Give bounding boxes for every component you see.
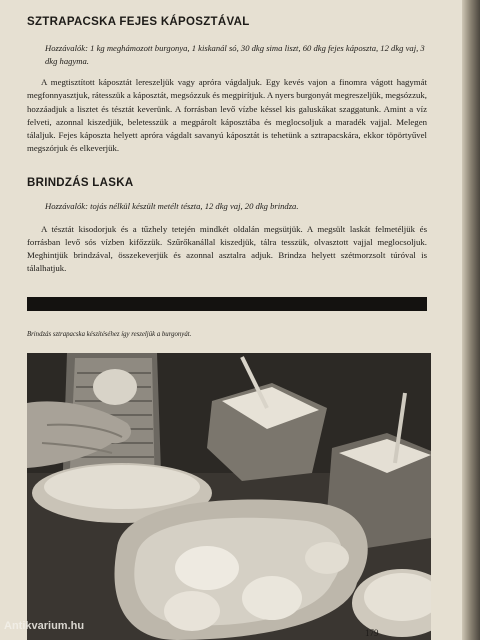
recipe-text: A megtisztított káposztát lereszeljük vagy apróra vágdaljuk. Egy kevés vajon a finomra vágott hagymát megfonnyasztjuk, rátesszük a káposztát, megsózzuk és megpirítjuk. A nyers burgonyát megreszeljük, megsózzuk, hozzáadjuk a lisztet és tésztát keverünk. A forrásban levő vízbe késsel kis galuskákat szaggatunk. Amint a víz felveti, azonnal kiszedjük, beletesszük a megpárolt káposztába és meglocsoljuk a maradék vajjal. Melegen tálaljuk. Fejes káposzta helyett apróra vágdalt savanyú káposztát is tehetünk a sztrapacskára, ekkor töpörtyűvel megszórjuk és elkeverjük.: [27, 77, 427, 154]
recipe-brindzas-laska: [27, 177, 427, 276]
book-spine-shadow: [462, 0, 480, 640]
photo-caption: Brindzás sztrapacska készítéséhez így reszeljük a burgonyát.: [27, 331, 192, 338]
ingredients-label: Hozzávalók:: [45, 201, 88, 211]
page-number: 179: [365, 628, 379, 638]
watermark: Antikvarium.hu: [4, 620, 85, 632]
photo-grating-potatoes: [27, 353, 431, 640]
ingredients-list: tojás nélkül készült metélt tészta, 12 dkg vaj, 20 dkg brindza.: [90, 201, 299, 211]
ingredients-list: 1 kg meghámozott burgonya, 1 kiskanál só, 30 dkg sima liszt, 60 dkg fejes káposzta, 12 dkg vaj, 3 dkg hagyma.: [45, 43, 425, 66]
recipe-text: A tésztát kisodorjuk és a tűzhely tetején mindkét oldalán megsütjük. A megsült laskát felmetéljük és forrásban levő sós vízben kifőzzük. Szűrőkanállal kiszedjük, tálra tesszük, olvasztott vajjal meglocsoljuk. Meghintjük brindzával, összekeverjük és azonnal asztalra adjuk. Brindza helyett szétmorzsolt túróval is tálalhatjuk.: [27, 223, 427, 274]
ingredients-label: Hozzávalók:: [45, 43, 88, 53]
recipe-title: SZTRAPACSKA FEJES KÁPOSZTÁVAL: [27, 16, 250, 28]
ingredients-line: [27, 42, 427, 67]
recipe-title: BRINDZÁS LASKA: [27, 177, 134, 189]
ingredients-line: [27, 200, 427, 213]
recipe-sztrapacska: [27, 16, 427, 156]
divider-bar: [27, 297, 427, 311]
